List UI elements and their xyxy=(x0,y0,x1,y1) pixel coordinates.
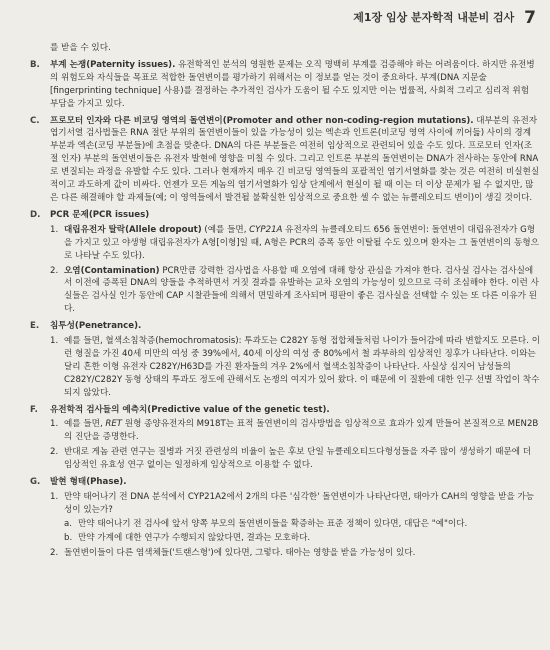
gene-name: RET xyxy=(105,419,123,430)
subitem-text: 만약 태어나기 전 검사에 앞서 양쪽 부모의 돌연변이들을 확증하는 표준 정책이 있다면, 대답은 "예"이다. xyxy=(78,518,468,529)
item-number: 1. xyxy=(50,419,59,430)
section-e xyxy=(30,320,540,333)
section-text: 유전학적인 분석의 영원한 문제는 오직 명백히 부계를 검증해야 하는 어려움이다. 하지만 유전병의 위험도와 자식들을 목표로 적합한 돌연변이를 평가하기 위해서는 이 정보를 얻는 것이 중요하다. 부계(DNA 지문술[fingerprinting technique] 사용)를 결정하는 추가적인 검사가 도움이 될 수도 있지만 이는 법률적, 사회적 그리고 심리적 위험 부담을 가지고 있다. xyxy=(50,59,535,109)
item-title: 오염(Contamination) xyxy=(64,265,160,276)
subitem-letter: a. xyxy=(64,518,72,529)
list-item xyxy=(30,446,540,472)
section-g xyxy=(30,476,540,489)
section-title: PCR 문제(PCR issues) xyxy=(50,209,150,220)
list-subitem xyxy=(30,532,540,545)
page-body xyxy=(30,42,540,560)
item-title: 대립유전자 탈락(Allele dropout) xyxy=(64,224,202,235)
section-b xyxy=(30,59,540,111)
item-number: 1. xyxy=(50,492,59,502)
item-text: 돌연변이들이 다른 염색체들('트랜스형')에 있다면, 그렇다. 태아는 영향을 받을 가능성이 있다. xyxy=(64,547,416,558)
section-letter: F. xyxy=(30,404,38,415)
item-text: 만약 태어나기 전 DNA 분석에서 CYP21A2에서 2개의 다른 '심각한' 돌연변이가 나타난다면, 태아가 CAH의 영향을 받을 가능성이 있는가? xyxy=(64,492,535,515)
section-title: 프로모터 인자와 다른 비코딩 영역의 돌연변이(Promoter and other non-coding-region mutations). xyxy=(50,115,474,126)
section-text: 대부분의 유전자 엽기서열 검사법들은 RNA 절단 부위의 돌연변이들이 있을 가능성이 있는 엑손과 인트론(비코딩 영역 사이에 끼어듦) 사이의 경계 부분과 엑손(코딩 부분들)에 초점을 맞춘다. DNA의 다른 부분들은 여전히 임상적으로 관련되어 있을 수도 있다. 프로모터 인자(조절 인자) 부분의 돌연변이들은 유전자 발현에 영향을 미칠 수 있다. 그리고 인트론 부분의 돌연변이는 DNA가 전사하는 동안에 RNA로 변질되는 과정을 유발할 수도 있다. 그러나 현재까지 매우 긴 비코딩 영역들의 포괄적인 염기서열화를 찾는 것은 여전히 비실현실적이고 과도하게 값이 비싸다. 언젠가 모든 게놈의 염기서열화가 임상 단계에서 현실이 될 때 이는 더 이상 문제가 될 수 없지만, 많은 다른 해결해야 할 과제들(예; 이 영역들에서 발견될 불확실한 임상적으로 중요한 셀 수 없는 뉴클레오티드 변이)이 생길 것이다. xyxy=(50,115,540,203)
item-number: 2. xyxy=(50,547,59,558)
item-text: PCR만큼 강력한 검사법을 사용할 때 오염에 대해 항상 관심을 가져야 한다. 검사실 검사는 검사실에서 이전에 증폭된 DNA의 양들을 추적하면서 거짓 결과를 유발하는 교차 오염의 가능성이 있으므로 극히 조심해야 한다. 이런 사실들은 검사실 인가 동안에 CAP 시찰관들에 의해서 면밀하게 조사되며 평판이 좋은 검사실을 선택할 수 있는 또 다른 이유가 된다. xyxy=(64,265,539,315)
list-item xyxy=(30,224,540,263)
item-text: (예를 들면, xyxy=(201,224,250,235)
item-number: 1. xyxy=(50,336,59,347)
item-text: 원형 종양유전자의 M918T는 표적 돌연변이의 검사방법을 임상적으로 효과가 있게 만들어 본질적으로 MEN2B의 진단을 증명한다. xyxy=(64,419,539,443)
section-f xyxy=(30,404,540,417)
item-text: 유전자의 뉴클레오티드 656 돌연변이: 돌연변이 대립유전자가 G형을 가지고 있고 야생형 대립유전자가 A형[이형]일 때, A형은 PCR의 증폭 동안 이탈될 수도 있으며 환자는 그 돌연변이의 동형으로 나타날 수도 있다). xyxy=(64,224,539,261)
list-item xyxy=(30,491,540,517)
section-title: 침투성(Penetrance). xyxy=(50,321,142,332)
gene-name: CYP21A xyxy=(249,224,283,235)
section-letter: G. xyxy=(30,477,41,488)
intro-line: 를 받을 수 있다. xyxy=(50,43,111,53)
section-letter: B. xyxy=(30,59,40,70)
section-title: 유전학적 검사들의 예측치(Predictive value of the genetic test). xyxy=(50,404,330,415)
item-text: 예를 들면, xyxy=(64,419,106,430)
item-number: 2. xyxy=(50,265,59,276)
section-d xyxy=(30,209,540,222)
item-number: 2. xyxy=(50,447,59,458)
subitem-text: 만약 가계에 대한 연구가 수행되지 않았다면, 결과는 모호하다. xyxy=(78,532,311,543)
page-number: 7 xyxy=(524,8,536,28)
item-number: 1. xyxy=(50,224,59,235)
section-letter: E. xyxy=(30,321,40,332)
item-text: 반대로 게놈 관련 연구는 질병과 거짓 관련성의 비율이 높은 후보 단일 뉴클레오티드다형성들을 자주 많이 생성하기 때문에 더 임상적인 유효성 연구 없이는 일정하게 임상적으로 이용할 수 없다. xyxy=(64,447,532,471)
list-subitem xyxy=(30,518,540,531)
section-c xyxy=(30,115,540,205)
section-letter: C. xyxy=(30,115,40,126)
item-text: 예를 들면, 혈색소침착증(hemochromatosis): 투과도는 C282Y 동형 접합체들처럼 나이가 들어감에 따라 변할지도 모른다. 이런 형질을 가진 40세 미만의 여성 중 39%에서, 40세 이상의 여성 중 80%에서 철 과부하의 임상적인 징후가 나타난다. 이와는 달리 흔한 이형 유전자 C282Y/H63D를 가진 환자들의 겨우 2%에서 혈색소침착증이 나타난다. 사실상 심지어 남성들의 C282Y/C282Y 동형 상태의 투과도 정도에 관해서도 논쟁의 여지가 있어 왔다. 이 때문에 이 질환에 대한 인구 선별 작업이 착수되지 않았다. xyxy=(64,336,541,398)
running-header xyxy=(0,8,536,28)
chapter-title: 제1장 임상 분자학적 내분비 검사 xyxy=(353,11,515,24)
section-letter: D. xyxy=(30,209,41,220)
section-title: 부계 논쟁(Paternity issues). xyxy=(50,59,176,70)
list-item xyxy=(30,265,540,317)
subitem-letter: b. xyxy=(64,532,73,543)
list-item xyxy=(30,547,540,560)
section-title: 발현 형태(Phase). xyxy=(50,477,127,488)
list-item xyxy=(30,418,540,444)
list-item xyxy=(30,335,540,400)
